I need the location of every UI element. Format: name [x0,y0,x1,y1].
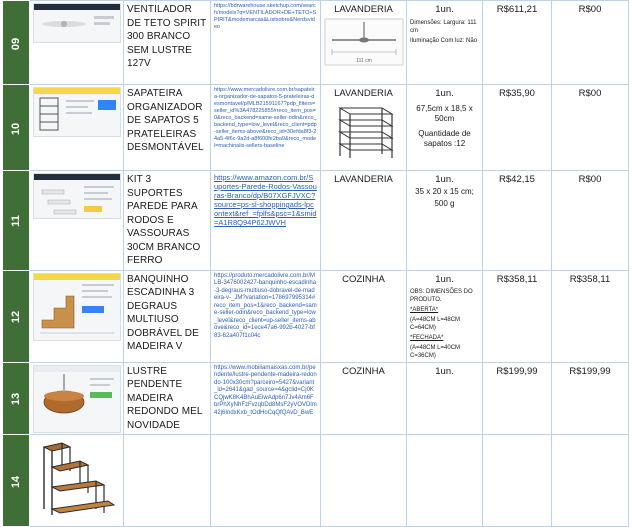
quantity-cell: 1un. 35 x 20 x 15 cm; 500 g [407,171,483,271]
category-cell: COZINHA [321,270,407,362]
product-description: BANQUINHO ESCADINHA 3 DEGRAUS MULTIUSO DOBRÁVEL DE MADEIRA V [124,270,211,362]
row-number: 10 [3,85,30,171]
product-link[interactable]: https://www.amazon.com.br/Suportes-Parede-Rodos-Vassouras-Branco/dp/B07XGFJVXC?source=ps-sl-shoppingads-lpcontext&ref_=fplfs&psc=1&smid=A1R8Q94P62JWVH [214,173,317,227]
quantity-cell: 1un. Dimensões: Largura: 111 cm Iluminação Com luz: Não [407,1,483,85]
table-row [3,362,629,435]
category-cell: COZINHA [321,362,407,435]
quantity-cell [407,435,483,527]
screenshot-cell [30,85,124,171]
unit-price: R$358,11 [483,270,552,362]
total-price: R$00 [552,1,629,85]
product-link[interactable]: https://www.mobiliamaisxas.com.br/pendente/lustre-pendente-madeira-redondo-100x30cm?parceiro=5427&variant_id=2641&gad_source=4&gclid=Cj0KCQjwK8K4BhAuEiwAdp6n7Jv4Am6FbrPhXyNhFzFvzqbDd8MsF2yVOVDlm42j6IndxKxb_tOdHoCqQfQAvD_BwE [214,364,317,416]
webpage-screenshot [33,173,121,219]
table-row [3,1,629,85]
unit-price: R$611,21 [483,1,552,85]
product-link-cell [211,270,321,362]
table-row [3,85,629,171]
total-price: R$00 [552,171,629,271]
svg-text:111 cm: 111 cm [355,58,372,64]
product-link-cell [211,1,321,85]
ceiling-fan-drawing [324,18,404,66]
screenshot-cell [30,1,124,85]
table-row [3,171,629,271]
total-price: R$358,11 [552,270,629,362]
product-link[interactable]: https://bdrwarehouse.sketchup.com/search/models?q=VENTILADOR+DE+TETO+SPIRIT&modemarcas&Listsobre&Nerdsvideo [214,3,317,30]
row-number: 13 [3,362,30,435]
unit-price: R$42,15 [483,171,552,271]
product-description: SAPATEIRA ORGANIZADOR DE SAPATOS 5 PRATELEIRAS DESMONTÁVEL [124,85,211,171]
product-link[interactable] [211,435,320,439]
total-price: R$00 [552,85,629,171]
screenshot-cell [30,270,124,362]
quantity-cell: 1un. [407,362,483,435]
product-image-cell [30,435,124,527]
table-row [3,270,629,362]
total-price: R$199,99 [552,362,629,435]
unit-price: R$199,99 [483,362,552,435]
unit-price: R$35,90 [483,85,552,171]
category-cell [321,435,407,527]
product-description: VENTILADOR DE TETO SPIRIT 300 BRANCO SEM LUSTRE 127V [124,1,211,85]
row-number: 09 [3,1,30,85]
webpage-screenshot [33,273,121,341]
screenshot-cell [30,362,124,435]
quantity-cell: 1un. OBS: DIMENSÕES DO PRODUTO. *ABERTA* (A=48CM L=48CM C=64CM) *FECHADA* (A=48CM L=40CM C=36CM) [407,270,483,362]
product-table [2,0,629,527]
category-cell: LAVANDERIA [321,171,407,271]
row-number: 14 [3,435,30,527]
row-number: 12 [3,270,30,362]
product-link-cell [211,362,321,435]
screenshot-cell [30,171,124,271]
product-description [124,435,211,527]
product-description: LUSTRE PENDENTE MADEIRA REDONDO MEL NOVIDADE [124,362,211,435]
webpage-screenshot [33,87,121,137]
shoe-rack-drawing [326,100,402,160]
product-link-cell [211,85,321,171]
product-link-cell [211,171,321,271]
table-row [3,435,629,527]
product-link-cell [211,435,321,527]
product-description: KIT 3 SUPORTES PAREDE PARA RODOS E VASSOURAS 30CM BRANCO FERRO [124,171,211,271]
total-price [552,435,629,527]
row-number: 11 [3,171,30,271]
category-cell: LAVANDERIA 111 cm [321,1,407,85]
unit-price [483,435,552,527]
product-link[interactable]: https://www.mercadolivre.com.br/sapateira-organizador-de-sapatos-5-prateleiras-desmontavel/p/MLB21591167?pdp_filters=seller_id%3A478225855#reco_item_pos=0&reco_backend=same-seller-odin&reco_backend_type=low_level&reco_client=pdp-seller_items-above&reco_id=30efda8f3-24a5-4f6c-9a2d-a8f600fe2ba9&reco_model=machinalis-sellers-baseline [214,87,317,149]
webpage-screenshot [33,365,121,433]
product-link[interactable]: https://produto.mercadolivre.com.br/MLB-3476002427-banquinho-escadinha-3-degraus-multiuso-dobravel-de-madeira-v-_JM?variation=178697995314#reco_item_pos=1&reco_backend=same-seller-odin&reco_backend_type=low_level&reco_client=up-seller_items-above&reco_id=1ece47a6-992b-4027-bf83-62a407f1c04c [214,272,317,339]
step-stool-image [34,437,120,521]
quantity-cell: 1un. 67,5cm x 18,5 x 50cm Quantidade de sapatos :12 [407,85,483,171]
webpage-screenshot [33,3,121,43]
category-cell: LAVANDERIA [321,85,407,171]
